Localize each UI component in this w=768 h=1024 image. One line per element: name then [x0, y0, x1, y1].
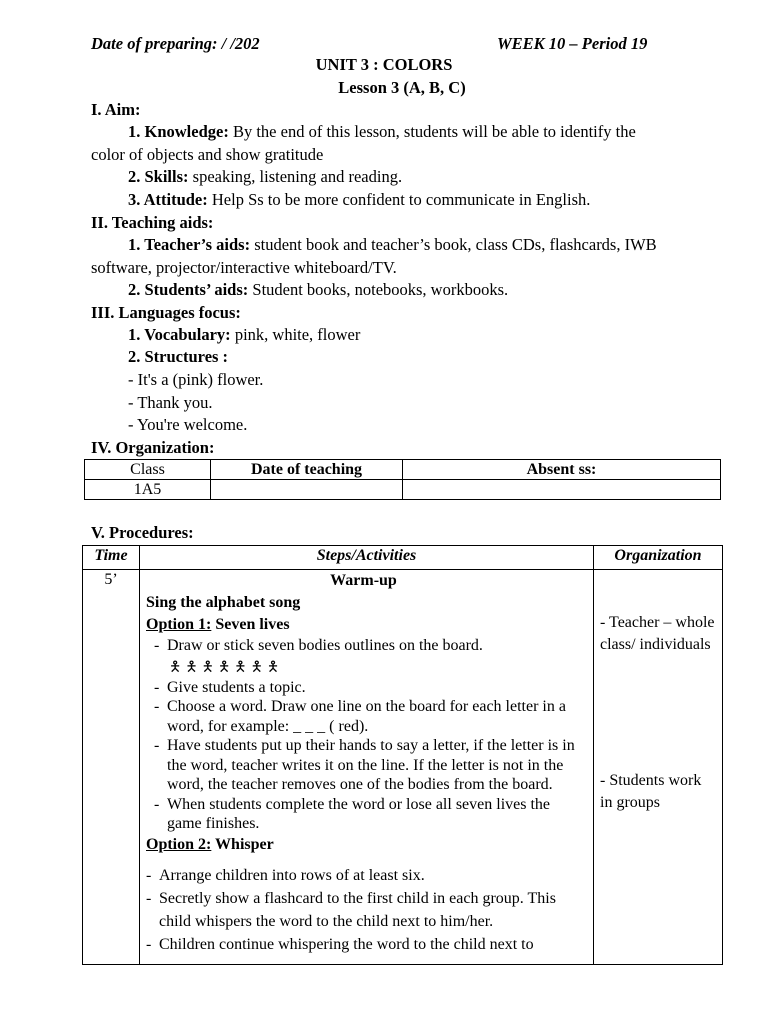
list-item-text: Choose a word. Draw one line on the board for each letter in a word, for example: _ _ _ ( red).	[167, 698, 566, 735]
aim-heading: I. Aim:	[91, 100, 141, 119]
structure-item: - You're welcome.	[128, 415, 248, 434]
time-cell: 5’	[83, 570, 140, 965]
org-students: - Students work in groups	[600, 772, 702, 811]
body-outlines-icon: 🯅🯅🯅🯅🯅🯅🯅	[169, 658, 284, 675]
org-teacher: - Teacher – whole class/ individuals	[600, 614, 715, 653]
option2-name: Whisper	[211, 835, 274, 853]
table-row	[85, 480, 721, 500]
list-item-text: Have students put up their hands to say a letter, if the letter is in the word, teacher writes it on the line. If the letter is not in the word, the teacher removes one of the bodies from the board.	[167, 737, 575, 793]
list-item: - Have students put up their hands to say a letter, if the letter is in the word, teacher writes it on the line. If the letter is not in the word, the teacher removes one of the bodies from the board.	[154, 737, 575, 793]
option2-steps	[146, 856, 581, 956]
class-cell: 1A5	[85, 480, 211, 500]
list-item-text: Draw or stick seven bodies outlines on the board.	[167, 637, 483, 654]
list-item: - When students complete the word or lose all seven lives the game finishes.	[154, 795, 551, 832]
list-item-text: When students complete the word or lose all seven lives the game finishes.	[167, 795, 551, 832]
students-aids-text: Student books, notebooks, workbooks.	[248, 280, 509, 299]
list-item-text: Children continue whispering the word to the child next to	[159, 935, 534, 953]
teacher-aids-text: student book and teacher’s book, class CDs, flashcards, IWB	[250, 235, 657, 254]
date-of-preparing: Date of preparing: / /202	[91, 34, 260, 53]
attitude-text: Help Ss to be more confident to communicate in English.	[207, 190, 591, 209]
absent-cell	[403, 480, 721, 500]
org-cell	[594, 570, 723, 965]
list-item-text: Arrange children into rows of at least six.	[159, 866, 425, 884]
date-cell	[211, 480, 403, 500]
procedures-heading: V. Procedures:	[91, 523, 194, 542]
skills-label: 2. Skills:	[128, 167, 189, 186]
option2-label: Option 2:	[146, 835, 212, 853]
option1-title	[146, 614, 581, 636]
knowledge-label: 1. Knowledge:	[128, 122, 229, 141]
list-item: - Secretly show a flashcard to the first child in each group. This child whispers the word to the child next to him/her.	[146, 889, 556, 930]
aim-knowledge	[91, 122, 768, 142]
aids-heading: II. Teaching aids:	[91, 213, 214, 232]
option1-name: Seven lives	[211, 616, 290, 633]
table-header-row	[83, 546, 723, 570]
table-row	[83, 570, 723, 965]
list-item: - Children continue whispering the word to the child next to	[146, 935, 534, 953]
teacher-aids-label: 1. Teacher’s aids:	[128, 235, 251, 254]
organization-heading: IV. Organization:	[91, 438, 215, 457]
teacher-aids-continuation: software, projector/interactive whiteboard/TV.	[91, 258, 397, 277]
option2-title	[146, 834, 581, 856]
warmup-title: Warm-up	[330, 572, 397, 589]
lesson-title: Lesson 3 (A, B, C)	[338, 78, 466, 97]
aim-attitude	[91, 190, 768, 210]
col-steps-header: Steps/Activities	[140, 546, 594, 570]
focus-heading: III. Languages focus:	[91, 303, 241, 322]
focus-vocabulary	[91, 325, 768, 345]
week-period: WEEK 10 – Period 19	[497, 34, 648, 53]
col-org-header: Organization	[594, 546, 723, 570]
attitude-label: 3. Attitude:	[128, 190, 208, 209]
option1-steps	[146, 636, 581, 834]
list-item: - Give students a topic.	[154, 678, 306, 696]
song-title: Sing the alphabet song	[146, 594, 301, 611]
option1-label: Option 1:	[146, 616, 212, 633]
knowledge-text: By the end of this lesson, students will be able to identify the	[228, 122, 636, 141]
col-absent-header: Absent ss:	[403, 460, 721, 480]
table-header-row	[85, 460, 721, 480]
vocabulary-label: 1. Vocabulary:	[128, 325, 231, 344]
vocabulary-text: pink, white, flower	[230, 325, 361, 344]
col-date-header: Date of teaching	[211, 460, 403, 480]
structure-item: - It's a (pink) flower.	[128, 370, 264, 389]
structures-label: 2. Structures :	[128, 347, 229, 366]
steps-cell	[140, 570, 594, 965]
aids-students	[91, 280, 768, 300]
structure-item: - Thank you.	[128, 393, 213, 412]
list-item-text: Give students a topic.	[167, 678, 306, 696]
aim-skills	[91, 167, 768, 187]
list-item: - Choose a word. Draw one line on the board for each letter in a word, for example: _ _ _ ( red).	[154, 698, 566, 735]
students-aids-label: 2. Students’ aids:	[128, 280, 249, 299]
col-time-header: Time	[83, 546, 140, 570]
skills-text: speaking, listening and reading.	[188, 167, 403, 186]
unit-title: UNIT 3 : COLORS	[315, 55, 453, 74]
list-item-text: Secretly show a flashcard to the first child in each group. This child whispers the word to the child next to him/her.	[159, 889, 556, 930]
knowledge-continuation: color of objects and show gratitude	[91, 145, 324, 164]
organization-table	[84, 459, 721, 500]
procedures-table	[82, 545, 723, 965]
list-item: - Draw or stick seven bodies outlines on the board.	[154, 637, 483, 654]
col-class-header: Class	[85, 460, 211, 480]
list-item: - Arrange children into rows of at least six.	[146, 866, 425, 884]
aids-teacher	[91, 235, 768, 255]
